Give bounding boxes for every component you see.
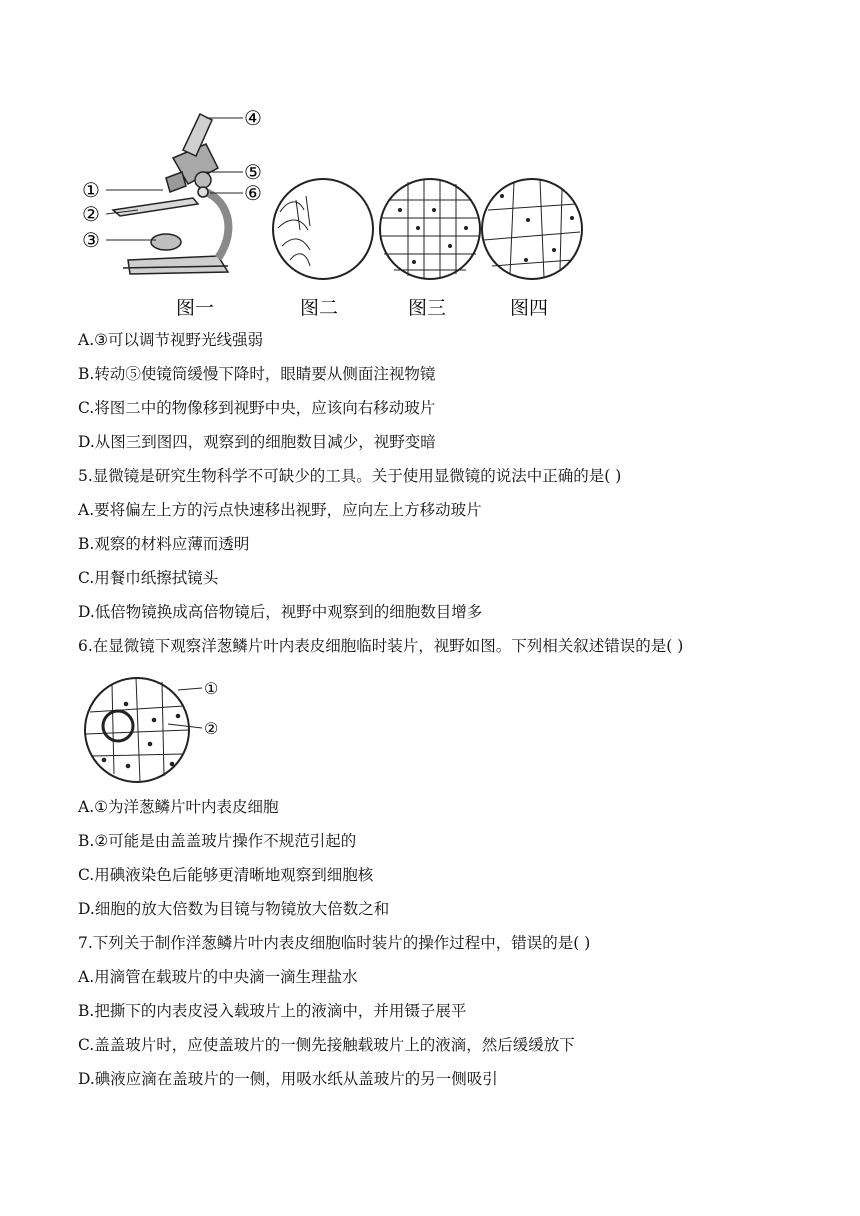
q5-option-b: B.观察的材料应薄而透明 [78, 535, 250, 553]
marker-2: ② [82, 202, 100, 226]
q5-option-c: C.用餐巾纸擦拭镜头 [78, 569, 219, 587]
microscope-illustration [113, 114, 228, 274]
q6-option-a: A.①为洋葱鳞片叶内表皮细胞 [78, 798, 279, 816]
q4-option-d: D.从图三到图四，观察到的细胞数目减少，视野变暗 [78, 433, 436, 451]
onion-marker-1: ① [204, 679, 219, 698]
field-of-view-3 [380, 179, 480, 279]
q6-option-d: D.细胞的放大倍数为目镜与物镜放大倍数之和 [78, 900, 390, 918]
q7-option-b: B.把撕下的内表皮浸入载玻片上的液滴中，并用镊子展平 [78, 1002, 467, 1020]
caption-figure-1: 图一 [176, 297, 215, 319]
marker-3: ③ [82, 228, 100, 252]
figure-onion-cells [78, 670, 238, 790]
onion-cell-field-svg [78, 670, 238, 790]
q5-stem: 5.显微镜是研究生物科学不可缺少的工具。关于使用显微镜的说法中正确的是( ) [78, 467, 622, 485]
figure-microscope-views [78, 100, 598, 322]
field-of-view-2 [273, 179, 373, 279]
q5-option-d: D.低倍物镜换成高倍物镜后，视野中观察到的细胞数目增多 [78, 603, 483, 621]
field-of-view-4 [482, 179, 582, 279]
q6-option-b: B.②可能是由盖盖玻片操作不规范引起的 [78, 832, 357, 850]
marker-4: ④ [244, 106, 262, 130]
q5-option-a: A.要将偏左上方的污点快速移出视野，应向左上方移动玻片 [78, 501, 482, 519]
marker-1: ① [82, 178, 100, 202]
caption-figure-4: 图四 [510, 297, 549, 319]
q7-option-c: C.盖盖玻片时，应使盖玻片的一侧先接触载玻片上的液滴，然后缓缓放下 [78, 1036, 575, 1054]
q6-option-c: C.用碘液染色后能够更清晰地观察到细胞核 [78, 866, 374, 884]
caption-figure-3: 图三 [408, 297, 447, 319]
caption-figure-2: 图二 [300, 297, 339, 319]
onion-marker-2: ② [204, 719, 219, 738]
marker-5: ⑤ [244, 160, 262, 184]
q7-stem: 7.下列关于制作洋葱鳞片叶内表皮细胞临时装片的操作过程中，错误的是( ) [78, 934, 591, 952]
q6-stem: 6.在显微镜下观察洋葱鳞片叶内表皮细胞临时装片，视野如图。下列相关叙述错误的是( ) [78, 637, 684, 655]
marker-6: ⑥ [244, 181, 262, 205]
q7-option-a: A.用滴管在载玻片的中央滴一滴生理盐水 [78, 968, 358, 986]
q4-option-a: A.③可以调节视野光线强弱 [78, 331, 264, 349]
figure-microscope-svg [78, 100, 598, 322]
q4-option-c: C.将图二中的物像移到视野中央，应该向右移动玻片 [78, 399, 436, 417]
q7-option-d: D.碘液应滴在盖玻片的一侧，用吸水纸从盖玻片的另一侧吸引 [78, 1070, 498, 1088]
q4-option-b: B.转动⑤使镜筒缓慢下降时，眼睛要从侧面注视物镜 [78, 365, 436, 383]
